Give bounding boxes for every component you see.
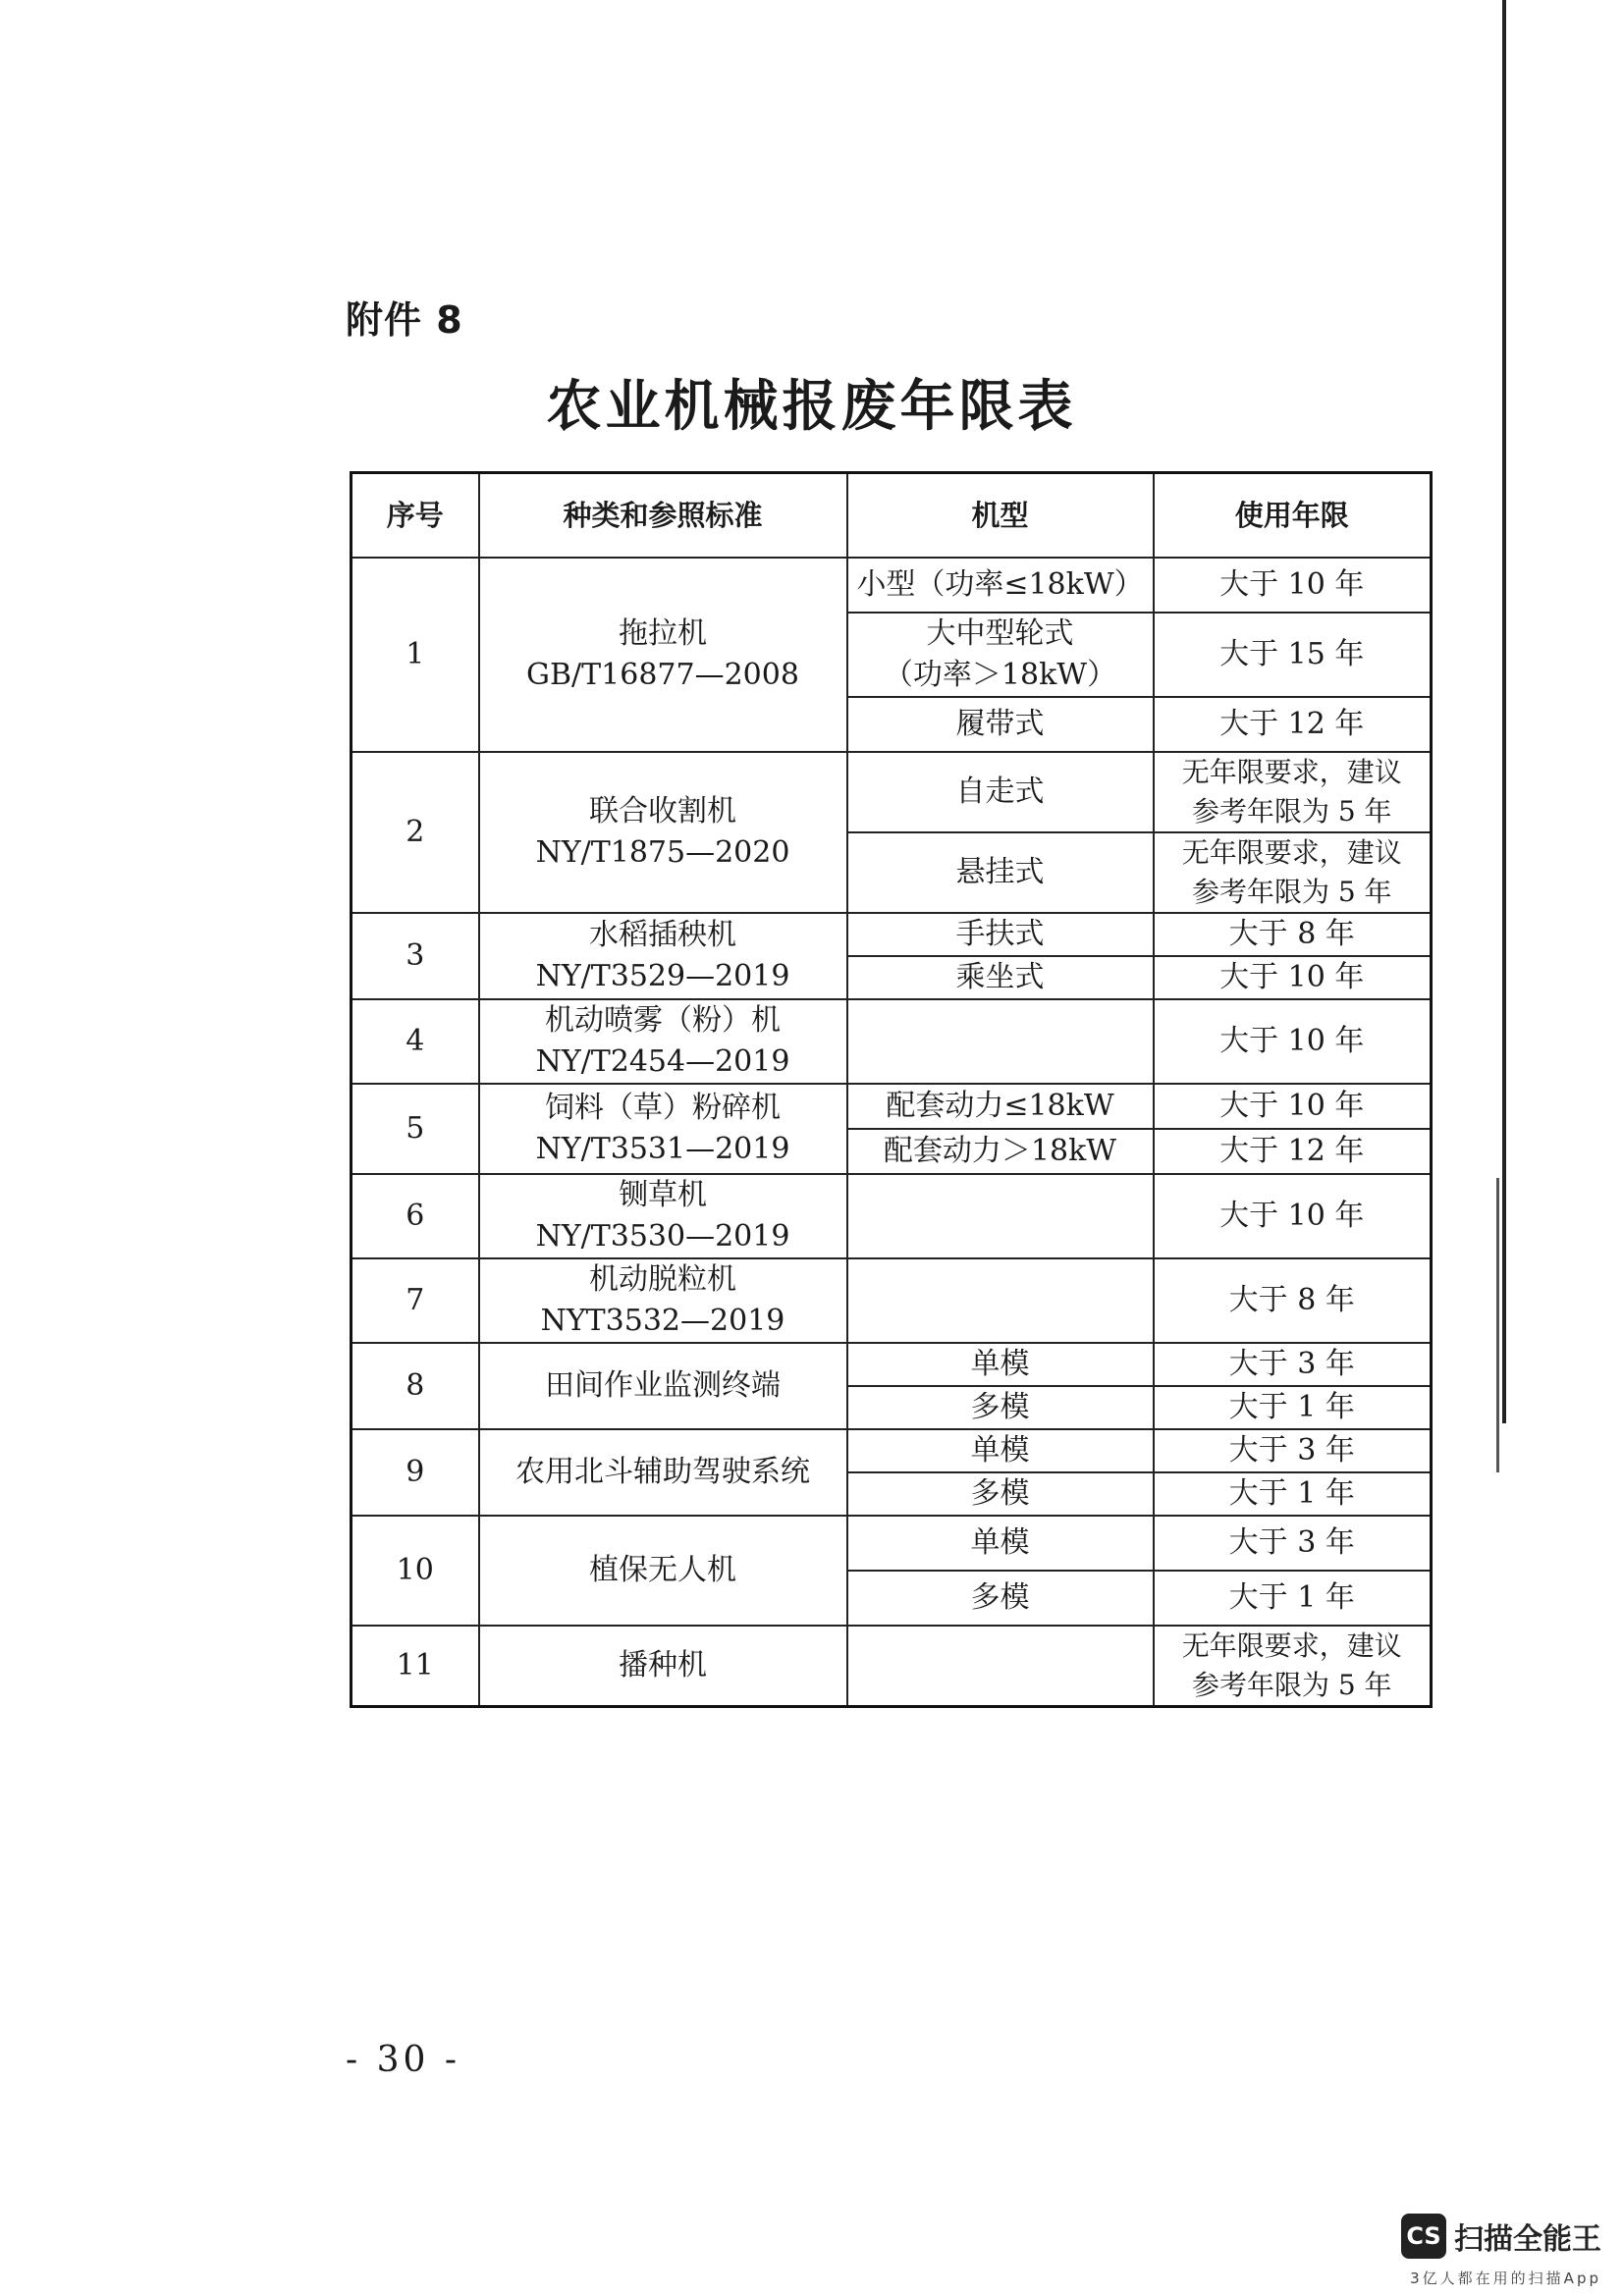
reference-standard: NY/T1875—2020: [535, 835, 790, 870]
service-life: 无年限要求，建议: [1181, 836, 1402, 869]
row-number: 4: [352, 999, 479, 1084]
machine-kind: 播种机: [619, 1648, 707, 1682]
service-life: 大于 12 年: [1219, 1134, 1365, 1168]
machine-model-cell: [847, 1386, 1154, 1429]
service-life-cell: [1154, 1258, 1432, 1343]
machine-kind: 植保无人机: [589, 1553, 736, 1587]
machine-kind: 机动喷雾（粉）机: [545, 1003, 781, 1038]
machine-model-detail: （功率＞18kW）: [883, 658, 1117, 692]
machine-model: 多模: [970, 1476, 1030, 1511]
service-life-cell: [1154, 1343, 1432, 1386]
service-life-cell: [1154, 1472, 1432, 1516]
service-life: 大于 1 年: [1228, 1390, 1355, 1424]
machine-model-cell: [847, 1626, 1154, 1707]
machine-model-cell: [847, 1472, 1154, 1516]
table-header-row: [352, 473, 1432, 559]
machine-model: 自走式: [955, 774, 1045, 809]
service-life: 大于 10 年: [1219, 1024, 1365, 1058]
machine-model-cell: [847, 1516, 1154, 1571]
header-cell: 种类和参照标准: [479, 473, 847, 559]
service-life: 无年限要求，建议: [1181, 756, 1402, 788]
row-number: 8: [352, 1343, 479, 1429]
service-life: 大于 12 年: [1219, 707, 1365, 741]
machine-model-cell: [847, 1258, 1154, 1343]
service-life: 大于 10 年: [1219, 1089, 1365, 1123]
row-number: 11: [352, 1626, 479, 1707]
machine-model-cell: [847, 558, 1154, 613]
service-life-cell: [1154, 1429, 1432, 1472]
scan-edge-line-faint: [1496, 1178, 1499, 1472]
service-life: 大于 10 年: [1219, 960, 1365, 994]
scanner-logo-icon: CS: [1401, 2214, 1446, 2259]
page-title: 农业机械报废年限表: [546, 375, 1077, 439]
service-life-cell: [1154, 1174, 1432, 1258]
service-life: 大于 10 年: [1219, 1199, 1365, 1233]
service-life: 无年限要求，建议: [1181, 1629, 1402, 1662]
reference-standard: NY/T2454—2019: [535, 1044, 790, 1079]
machine-kind: 拖拉机: [619, 616, 707, 651]
reference-standard: NY/T3531—2019: [535, 1132, 790, 1166]
service-life: 大于 3 年: [1228, 1433, 1355, 1468]
table-row: [352, 1084, 1432, 1129]
service-life-cell: [1154, 832, 1432, 913]
row-number: 6: [352, 1174, 479, 1258]
machine-kind-cell: [479, 1429, 847, 1516]
machine-model-cell: [847, 956, 1154, 999]
machine-model: 单模: [970, 1433, 1030, 1468]
machine-kind-cell: [479, 1626, 847, 1707]
page-number: - 30 -: [346, 2040, 461, 2080]
machine-model: 多模: [970, 1390, 1030, 1424]
machine-model: 手扶式: [955, 917, 1045, 951]
row-number: 5: [352, 1084, 479, 1174]
service-life-cell: [1154, 1516, 1432, 1571]
table-row: [352, 1174, 1432, 1258]
machine-kind: 水稻插秧机: [589, 918, 736, 952]
table-row: [352, 1343, 1432, 1386]
service-life: 大于 3 年: [1228, 1347, 1355, 1381]
service-life: 大于 1 年: [1228, 1580, 1355, 1615]
machine-model-cell: [847, 1343, 1154, 1386]
machine-model: 单模: [970, 1525, 1030, 1560]
service-life-cell: [1154, 1571, 1432, 1626]
service-life-cell: [1154, 1084, 1432, 1129]
machine-kind: 饲料（草）粉碎机: [545, 1091, 781, 1125]
service-life-note: 参考年限为 5 年: [1191, 795, 1392, 828]
scan-edge-line: [1502, 0, 1506, 1423]
machine-kind: 铡草机: [619, 1178, 707, 1212]
service-life-cell: [1154, 697, 1432, 752]
service-life: 大于 3 年: [1228, 1525, 1355, 1560]
header-cell: 序号: [352, 473, 479, 559]
machine-model: 配套动力≤18kW: [886, 1089, 1114, 1123]
table-row: [352, 1429, 1432, 1472]
machine-model: 多模: [970, 1580, 1030, 1615]
machine-kind-cell: [479, 1258, 847, 1343]
service-life-cell: [1154, 1626, 1432, 1707]
service-life: 大于 10 年: [1219, 567, 1365, 602]
row-number: 10: [352, 1516, 479, 1626]
machine-model-cell: [847, 1571, 1154, 1626]
machine-model: 配套动力＞18kW: [883, 1134, 1117, 1168]
row-number: 3: [352, 913, 479, 999]
scanner-watermark: [1401, 2214, 1601, 2259]
machine-kind-cell: [479, 913, 847, 999]
machine-model: 悬挂式: [955, 855, 1045, 889]
machine-kind-cell: [479, 1516, 847, 1626]
row-number: 7: [352, 1258, 479, 1343]
scrap-age-table: [350, 471, 1433, 1708]
table-row: [352, 558, 1432, 613]
machine-model-cell: [847, 613, 1154, 697]
machine-kind: 联合收割机: [589, 794, 736, 828]
machine-model-cell: [847, 999, 1154, 1084]
table-row: [352, 752, 1432, 832]
service-life-cell: [1154, 558, 1432, 613]
reference-standard: NYT3532—2019: [540, 1304, 785, 1338]
machine-model-cell: [847, 832, 1154, 913]
machine-model-cell: [847, 1084, 1154, 1129]
machine-kind: 农用北斗辅助驾驶系统: [515, 1455, 810, 1489]
machine-model: 履带式: [955, 707, 1045, 741]
table-row: [352, 1516, 1432, 1571]
machine-model-cell: [847, 1129, 1154, 1174]
machine-kind: 田间作业监测终端: [545, 1368, 781, 1403]
header-cell: 使用年限: [1154, 473, 1432, 559]
service-life: 大于 1 年: [1228, 1476, 1355, 1511]
reference-standard: NY/T3529—2019: [535, 959, 790, 993]
row-number: 2: [352, 752, 479, 913]
table-row: [352, 999, 1432, 1084]
service-life-cell: [1154, 956, 1432, 999]
machine-kind-cell: [479, 1084, 847, 1174]
machine-model-cell: [847, 1429, 1154, 1472]
machine-model-cell: [847, 913, 1154, 956]
service-life-cell: [1154, 913, 1432, 956]
scanner-tagline: 3亿人都在用的扫描App: [1410, 2269, 1601, 2287]
table-row: [352, 913, 1432, 956]
scanner-app-name: 扫描全能王: [1454, 2222, 1601, 2257]
table-row: [352, 1626, 1432, 1707]
machine-model-cell: [847, 752, 1154, 832]
service-life-note: 参考年限为 5 年: [1191, 876, 1392, 908]
reference-standard: NY/T3530—2019: [535, 1219, 790, 1254]
reference-standard: GB/T16877—2008: [526, 658, 799, 692]
service-life-cell: [1154, 1386, 1432, 1429]
service-life-cell: [1154, 999, 1432, 1084]
service-life-cell: [1154, 613, 1432, 697]
header-cell: 机型: [847, 473, 1154, 559]
machine-model: 单模: [970, 1347, 1030, 1381]
attachment-label: 附件 8: [346, 298, 463, 342]
service-life-cell: [1154, 1129, 1432, 1174]
machine-kind-cell: [479, 752, 847, 913]
service-life: 大于 15 年: [1219, 637, 1365, 671]
row-number: 1: [352, 558, 479, 752]
machine-kind-cell: [479, 1174, 847, 1258]
machine-model: 乘坐式: [955, 960, 1045, 994]
machine-model-cell: [847, 697, 1154, 752]
service-life-cell: [1154, 752, 1432, 832]
machine-model-cell: [847, 1174, 1154, 1258]
machine-kind: 机动脱粒机: [589, 1262, 736, 1297]
service-life: 大于 8 年: [1228, 1283, 1355, 1317]
machine-model: 大中型轮式: [926, 616, 1074, 651]
row-number: 9: [352, 1429, 479, 1516]
table-body: [352, 558, 1432, 1707]
service-life-note: 参考年限为 5 年: [1191, 1669, 1392, 1701]
machine-kind-cell: [479, 999, 847, 1084]
machine-kind-cell: [479, 558, 847, 752]
table-row: [352, 1258, 1432, 1343]
machine-model: 小型（功率≤18kW）: [856, 567, 1144, 602]
service-life: 大于 8 年: [1228, 917, 1355, 951]
machine-kind-cell: [479, 1343, 847, 1429]
